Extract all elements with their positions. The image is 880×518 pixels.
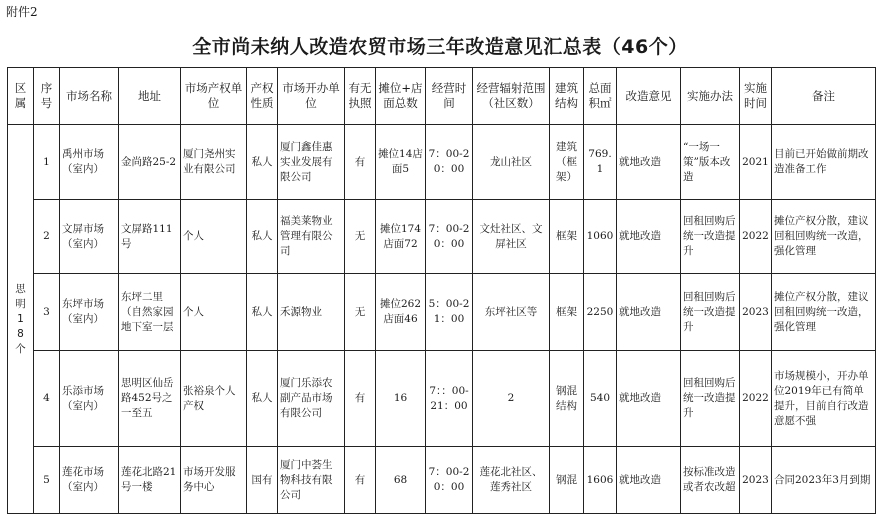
header-structure: 建筑结构 bbox=[550, 68, 584, 125]
operator: 禾源物业 bbox=[278, 274, 345, 351]
header-coverage: 经营辐射范围（社区数） bbox=[473, 68, 550, 125]
address: 莲花北路21号一楼 bbox=[119, 447, 181, 514]
row-no: 5 bbox=[34, 447, 60, 514]
market-name: 乐添市场（室内） bbox=[60, 351, 119, 447]
year: 2021 bbox=[740, 125, 772, 200]
stalls: 摊位262店面46 bbox=[376, 274, 426, 351]
header-district: 区属 bbox=[8, 68, 34, 125]
license: 无 bbox=[345, 200, 376, 274]
owner: 厦门尧州实业有限公司 bbox=[181, 125, 247, 200]
row-no: 4 bbox=[34, 351, 60, 447]
license: 有 bbox=[345, 351, 376, 447]
remark: 摊位产权分散，建议回租回购统一改造，强化管理 bbox=[772, 200, 876, 274]
area: 1060 bbox=[584, 200, 617, 274]
market-name: 东坪市场（室内） bbox=[60, 274, 119, 351]
summary-table bbox=[7, 67, 876, 514]
table-row bbox=[8, 274, 876, 351]
header-stalls: 摊位+店面总数 bbox=[376, 68, 426, 125]
structure: 框架 bbox=[550, 200, 584, 274]
table-row bbox=[8, 200, 876, 274]
year: 2022 bbox=[740, 200, 772, 274]
district-cell bbox=[8, 125, 34, 514]
area: 1606 bbox=[584, 447, 617, 514]
operator: 厦门中荟生物科技有限公司 bbox=[278, 447, 345, 514]
coverage: 莲花北社区、莲秀社区 bbox=[473, 447, 550, 514]
structure: 钢混 bbox=[550, 447, 584, 514]
header-ownership: 产权性质 bbox=[247, 68, 278, 125]
structure: 钢混结构 bbox=[550, 351, 584, 447]
ownership: 私人 bbox=[247, 125, 278, 200]
opinion: 就地改造 bbox=[617, 351, 681, 447]
page-title: 全市尚未纳人改造农贸市场三年改造意见汇总表（46个） bbox=[192, 36, 688, 58]
table-row bbox=[8, 125, 876, 200]
row-no: 2 bbox=[34, 200, 60, 274]
stalls: 68 bbox=[376, 447, 426, 514]
opinion: 就地改造 bbox=[617, 200, 681, 274]
ownership: 私人 bbox=[247, 351, 278, 447]
year: 2023 bbox=[740, 274, 772, 351]
coverage: 文灶社区、文屏社区 bbox=[473, 200, 550, 274]
coverage: 东坪社区等 bbox=[473, 274, 550, 351]
area: 2250 bbox=[584, 274, 617, 351]
hours: 7：：00-21：00 bbox=[426, 351, 473, 447]
address: 金尚路25-2 bbox=[119, 125, 181, 200]
header-row bbox=[8, 68, 876, 125]
remark: 目前已开始做前期改造准备工作 bbox=[772, 125, 876, 200]
owner: 个人 bbox=[181, 274, 247, 351]
market-name: 莲花市场（室内） bbox=[60, 447, 119, 514]
address: 东坪二里（自然家园地下室一层 bbox=[119, 274, 181, 351]
address: 思明区仙岳路452号之一至五 bbox=[119, 351, 181, 447]
attachment-label: 附件2 bbox=[6, 5, 38, 19]
structure: 框架 bbox=[550, 274, 584, 351]
structure: 建筑（框架） bbox=[550, 125, 584, 200]
remark: 摊位产权分散，建议回租回购统一改造，强化管理 bbox=[772, 274, 876, 351]
hours: 7：00-20：00 bbox=[426, 200, 473, 274]
ownership: 私人 bbox=[247, 200, 278, 274]
method: 回租回购后统一改造提升 bbox=[681, 200, 740, 274]
method: 回租回购后统一改造提升 bbox=[681, 274, 740, 351]
header-no: 序号 bbox=[34, 68, 60, 125]
table-row bbox=[8, 447, 876, 514]
operator: 厦门乐添农副产品市场有限公司 bbox=[278, 351, 345, 447]
owner: 市场开发服务中心 bbox=[181, 447, 247, 514]
header-owner: 市场产权单位 bbox=[181, 68, 247, 125]
ownership: 国有 bbox=[247, 447, 278, 514]
header-market-name: 市场名称 bbox=[60, 68, 119, 125]
ownership: 私人 bbox=[247, 274, 278, 351]
hours: 5：00-21：00 bbox=[426, 274, 473, 351]
row-no: 1 bbox=[34, 125, 60, 200]
owner: 个人 bbox=[181, 200, 247, 274]
operator: 厦门鑫佳惠实业发展有限公司 bbox=[278, 125, 345, 200]
owner: 张裕泉个人产权 bbox=[181, 351, 247, 447]
coverage: 龙山社区 bbox=[473, 125, 550, 200]
method: “一场一策”版本改造 bbox=[681, 125, 740, 200]
area: 540 bbox=[584, 351, 617, 447]
header-year: 实施时间 bbox=[740, 68, 772, 125]
header-area: 总面积㎡ bbox=[584, 68, 617, 125]
opinion: 就地改造 bbox=[617, 274, 681, 351]
operator: 福美莱物业管理有限公司 bbox=[278, 200, 345, 274]
hours: 7：00-20：00 bbox=[426, 125, 473, 200]
stalls: 摊位174店面72 bbox=[376, 200, 426, 274]
license: 有 bbox=[345, 447, 376, 514]
opinion: 就地改造 bbox=[617, 447, 681, 514]
header-hours: 经营时间 bbox=[426, 68, 473, 125]
year: 2023 bbox=[740, 447, 772, 514]
remark: 合同2023年3月到期 bbox=[772, 447, 876, 514]
license: 无 bbox=[345, 274, 376, 351]
header-remark: 备注 bbox=[772, 68, 876, 125]
row-no: 3 bbox=[34, 274, 60, 351]
coverage: 2 bbox=[473, 351, 550, 447]
license: 有 bbox=[345, 125, 376, 200]
hours: 7：00-20：00 bbox=[426, 447, 473, 514]
header-operator: 市场开办单位 bbox=[278, 68, 345, 125]
header-license: 有无执照 bbox=[345, 68, 376, 125]
method: 按标准改造或者农改超 bbox=[681, 447, 740, 514]
remark: 市场规模小，开办单位2019年已有简单提升，目前自行改造意愿不强 bbox=[772, 351, 876, 447]
table-row bbox=[8, 351, 876, 447]
header-method: 实施办法 bbox=[681, 68, 740, 125]
header-opinion: 改造意见 bbox=[617, 68, 681, 125]
stalls: 摊位14店面5 bbox=[376, 125, 426, 200]
district-label: 思明18个 bbox=[15, 282, 26, 355]
area: 769.1 bbox=[584, 125, 617, 200]
header-address: 地址 bbox=[119, 68, 181, 125]
address: 文屏路111号 bbox=[119, 200, 181, 274]
opinion: 就地改造 bbox=[617, 125, 681, 200]
market-name: 文屏市场（室内） bbox=[60, 200, 119, 274]
method: 回租回购后统一改造提升 bbox=[681, 351, 740, 447]
market-name: 禹州市场（室内） bbox=[60, 125, 119, 200]
year: 2022 bbox=[740, 351, 772, 447]
stalls: 16 bbox=[376, 351, 426, 447]
